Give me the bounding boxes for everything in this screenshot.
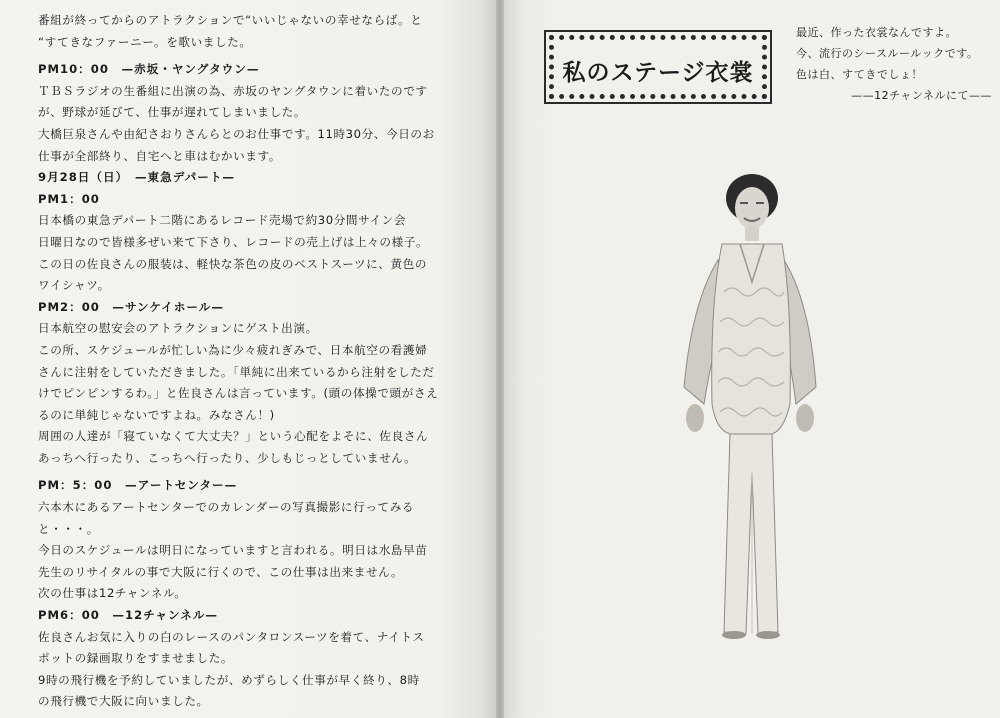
text-line: 大橋巨泉さんや由紀さおりさんらとのお仕事です。11時30分、今日のお [38, 126, 435, 141]
section-heading: 9月28日（日） —東急デパート— [38, 170, 236, 185]
text-line: けでピンピンするわ。」と佐良さんは言っています。(頭の体操で頭がさえ [38, 386, 439, 401]
text-line: この日の佐良さんの服装は、軽快な茶色の皮のベストスーツに、黄色の [38, 256, 428, 271]
text-line: が、野球が延びて、仕事が遅れてしまいました。 [38, 105, 307, 120]
text-line: ワイシャツ。 [38, 278, 110, 293]
text-line: あっちへ行ったり、こっちへ行ったり、少しもじっとしていません。 [38, 450, 417, 465]
right-page [504, 0, 1000, 718]
text-line: 日曜日なので皆様多ぜい来て下さり、レコードの売上げは上々の様子。 [38, 234, 429, 249]
book-gutter [496, 0, 504, 718]
text-line: 次の仕事は12チャンネル。 [38, 586, 187, 601]
left-page [0, 0, 496, 718]
schedule-text [38, 10, 458, 713]
text-line: の飛行機で大阪に向いました。 [38, 694, 209, 709]
text-line: ポットの録画取りをすませました。 [38, 651, 234, 666]
text-line: さんに注射をしていただきました。「単純に出来ているから注射をしただ [38, 364, 435, 379]
caption-credit: ——12チャンネルにて—— [851, 89, 992, 102]
text-line: るのに単純じゃないですよね。みなさん！) [38, 407, 275, 422]
section-heading: PM10：00 —赤坂・ヤングタウン— [38, 62, 260, 77]
section-heading: PM2：00 —サンケイホール— [38, 299, 224, 314]
text-line: 今日のスケジュールは明日になっていますと言われる。明日は水島早苗 [38, 543, 428, 558]
text-line: 先生のリサイタルの事で大阪に行くので、この仕事は出来ません。 [38, 564, 404, 579]
text-line: 日本航空の慰安会のアトラクションにゲスト出演。 [38, 321, 318, 336]
text-line: 番組が終ってからのアトラクションで“いいじゃないの幸せならば。と [38, 13, 423, 27]
text-line: 日本橋の東急デパート二階にあるレコード売場で約30分間サイン会 [38, 213, 407, 228]
text-line: 周囲の人達が「寝ていなくて大丈夫？」という心配をよそに、佐良さん [38, 429, 429, 444]
text-line: この所、スケジュールが忙しい為に少々疲れぎみで、日本航空の看護婦 [38, 342, 428, 357]
section-heading: PM6：00 —12チャンネル— [38, 608, 219, 623]
caption-line: 最近、作った衣裳なんですよ。 [796, 26, 957, 39]
section-heading: PM1：00 [38, 191, 100, 206]
text-line: 9時の飛行機を予約していましたが、めずらしく仕事が早く終り、8時 [38, 672, 420, 687]
stage-costume-photo [674, 172, 824, 642]
text-line: “すてきなファーニー。を歌いました。 [38, 34, 252, 49]
page-title: 私のステージ衣裳 [562, 60, 754, 86]
photo-caption [796, 22, 992, 106]
title-frame [544, 30, 772, 104]
text-line: 六本木にあるアートセンターでのカレンダーの写真撮影に行ってみると・・・。 [38, 500, 415, 536]
text-line: 仕事が全部終り、自宅へと車はむかいます。 [38, 148, 281, 163]
text-line: ＴＢＳラジオの生番組に出演の為、赤坂のヤングタウンに着いたのです [38, 83, 428, 98]
caption-line: 今、流行のシースルールックです。 [796, 47, 979, 60]
section-heading: PM：5：00 —アートセンター— [38, 478, 238, 493]
caption-line: 色は白、すてきでしょ！ [796, 68, 923, 81]
text-line: 佐良さんお気に入りの白のレースのパンタロンスーツを着て、ナイトス [38, 629, 425, 644]
